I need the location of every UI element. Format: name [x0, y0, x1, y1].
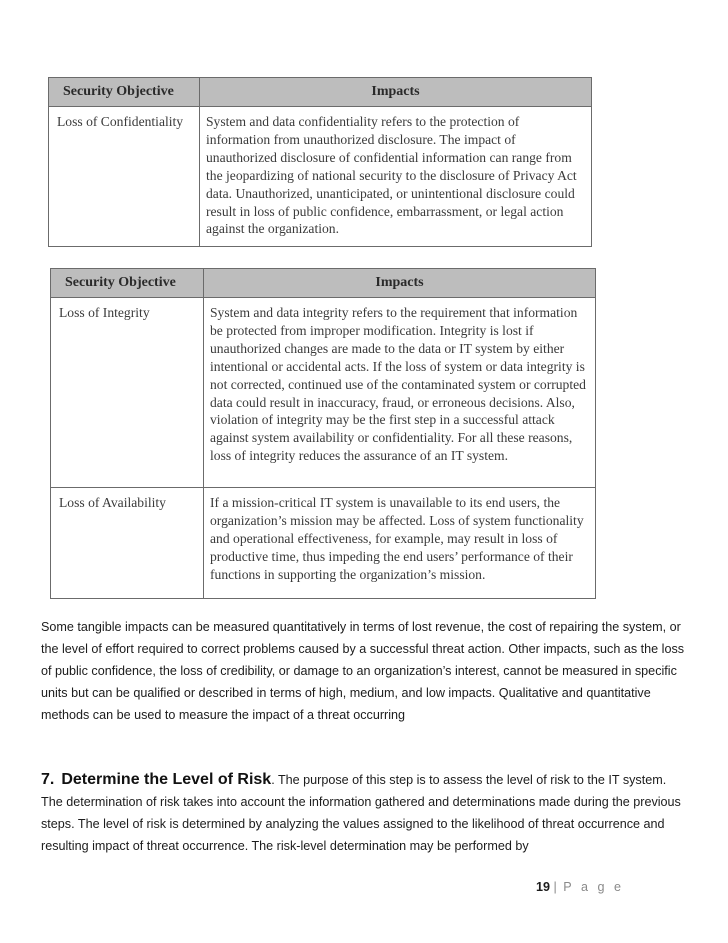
confidentiality-impact-table — [48, 77, 592, 247]
impact-cell: System and data confidentiality refers to the protection of information from unauthorized disclosure. The impact of unauthorized disclosure of confidential information can range from the jeopardizing of national security to the disclosure of Privacy Act data. Unauthorized, unanticipated, or unintentional disclosure could result in loss of public confidence, embarrassment, or legal action against the organization. — [200, 107, 592, 247]
impact-cell: System and data integrity refers to the requirement that information be protected from improper modification. Integrity is lost if unauthorized changes are made to the data or IT system by either intentional or accidental acts. If the loss of system or data integrity is not corrected, continued use of the contaminated system or corrupted data could result in inaccuracy, fraud, or erroneous decisions. Also, violation of integrity may be the first step in a successful attack against system availability or confidentiality. For all these reasons, loss of integrity reduces the assurance of an IT system. — [204, 298, 596, 488]
header-impacts: Impacts — [204, 269, 596, 298]
table-row — [49, 107, 592, 247]
table-header-row — [49, 78, 592, 107]
objective-cell: Loss of Confidentiality — [49, 107, 200, 247]
section-number: 7. — [41, 771, 55, 788]
section-title-period: . — [271, 773, 275, 787]
table-row — [51, 298, 596, 488]
page-label: P a g e — [563, 880, 624, 894]
impact-cell: If a mission-critical IT system is unavailable to its end users, the organization’s mission may be affected. Loss of system functionality and operational effectiveness, for example, may result in loss of productive time, thus impeding the end users’ performance of their functions in supporting the organization’s mission. — [204, 488, 596, 599]
page-footer — [536, 880, 624, 894]
header-impacts: Impacts — [200, 78, 592, 107]
table-row — [51, 488, 596, 599]
impacts-paragraph: Some tangible impacts can be measured quantitatively in terms of lost revenue, the cost of repairing the system, or the level of effort required to correct problems caused by a successful threat action. Other impacts, such as the loss of public confidence, the loss of credibility, or damage to an organization’s interest, cannot be measured in specific units but can be qualified or described in terms of high, medium, and low impacts. Qualitative and quantitative methods can be used to measure the impact of a threat occurring — [41, 620, 685, 722]
header-security-objective: Security Objective — [51, 269, 204, 298]
section-body: The purpose of this step is to assess the level of risk to the IT system. The determination of risk takes into account the information gathered and determinations made during the previous steps. The level of risk is determined by analyzing the values assigned to the likelihood of threat occurrence and resulting impact of threat occurrence. The risk-level determination may be performed by — [41, 773, 681, 853]
objective-cell: Loss of Availability — [51, 488, 204, 599]
integrity-availability-impact-table — [50, 268, 596, 599]
section-title: Determine the Level of Risk — [61, 771, 272, 788]
footer-separator: | — [553, 880, 560, 894]
header-security-objective: Security Objective — [49, 78, 200, 107]
objective-cell: Loss of Integrity — [51, 298, 204, 488]
table-header-row — [51, 269, 596, 298]
section-7-paragraph — [41, 769, 691, 857]
page-number: 19 — [536, 880, 551, 894]
